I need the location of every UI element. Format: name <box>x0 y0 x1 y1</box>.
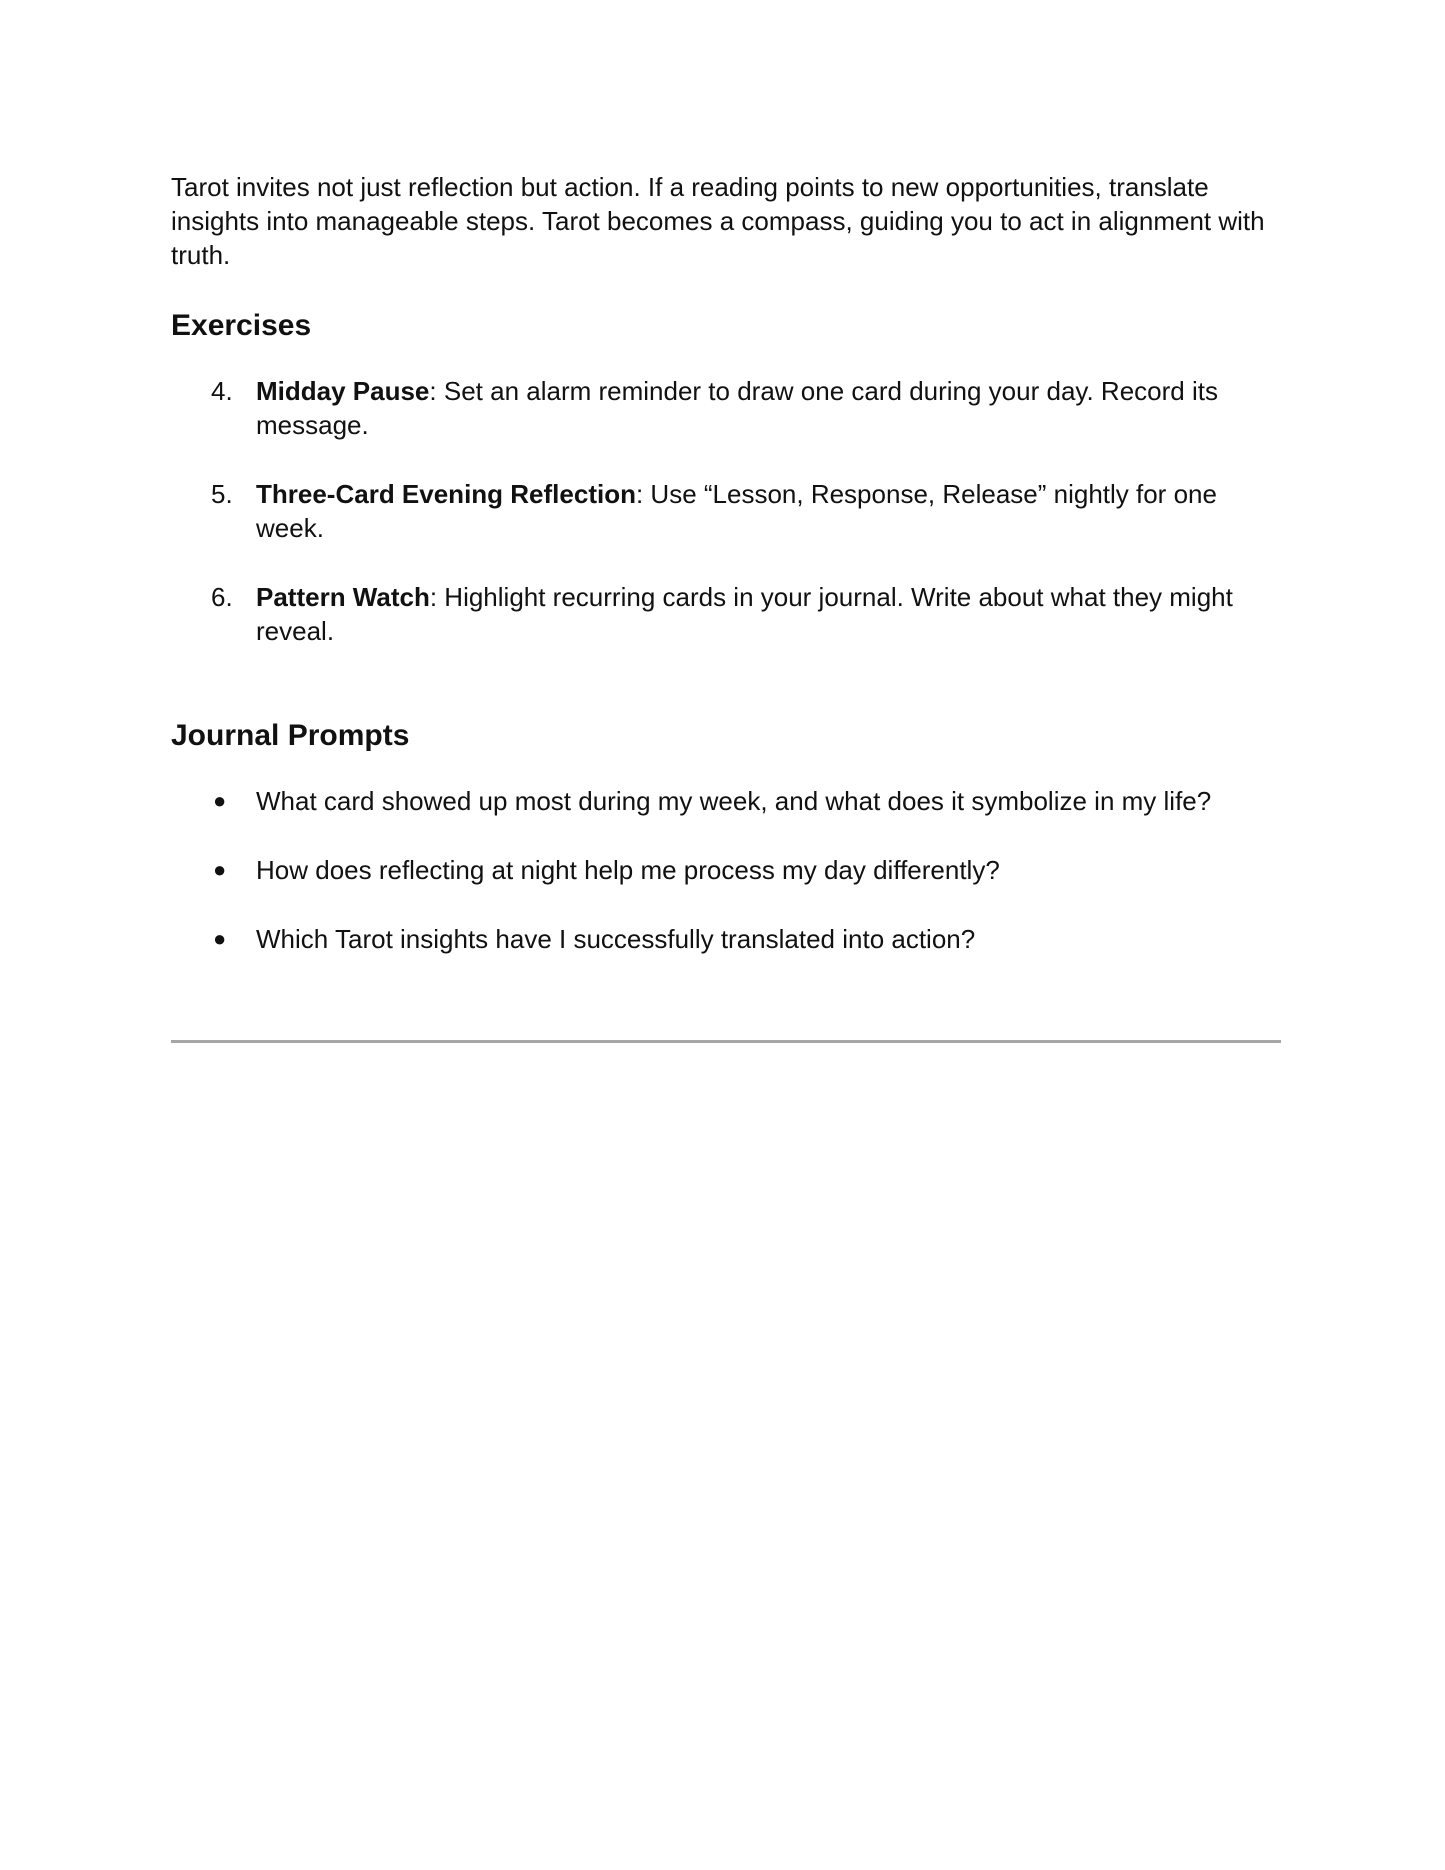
journal-prompt-text: Which Tarot insights have I successfully translated into action? <box>256 924 976 954</box>
exercise-title: Midday Pause <box>256 376 430 406</box>
journal-prompt-item <box>171 922 1281 956</box>
journal-prompts-list <box>171 784 1281 956</box>
exercise-item-midday-pause <box>171 374 1281 442</box>
exercise-title: Pattern Watch <box>256 582 430 612</box>
bullet-icon: ● <box>213 926 227 951</box>
journal-prompts-heading: Journal Prompts <box>171 719 410 752</box>
page-content <box>171 170 1281 956</box>
exercises-list <box>171 374 1281 648</box>
exercise-text: : Set an alarm reminder to draw one card during your day. Record its message. <box>256 376 1218 440</box>
bullet-icon: ● <box>213 857 227 882</box>
exercise-number: 6. <box>211 582 233 612</box>
exercise-text: : Highlight recurring cards in your journal. Write about what they might reveal. <box>256 582 1233 646</box>
exercise-title: Three-Card Evening Reflection <box>256 479 636 509</box>
bullet-icon: ● <box>213 788 227 813</box>
horizontal-divider <box>171 1040 1281 1043</box>
journal-prompt-text: How does reflecting at night help me process my day differently? <box>256 855 1000 885</box>
journal-prompt-text: What card showed up most during my week, and what does it symbolize in my life? <box>256 786 1212 816</box>
intro-paragraph: Tarot invites not just reflection but action. If a reading points to new opportunities, translate insights into manageable steps. Tarot becomes a compass, guiding you to act in alignment with truth. <box>171 172 1265 270</box>
exercises-heading: Exercises <box>171 309 312 342</box>
journal-prompt-item <box>171 784 1281 818</box>
exercise-item-evening-reflection <box>171 477 1281 545</box>
exercise-number: 5. <box>211 479 233 509</box>
exercise-number: 4. <box>211 376 233 406</box>
exercise-text: : Use “Lesson, Response, Release” nightly for one week. <box>256 479 1217 543</box>
journal-prompt-item <box>171 853 1281 887</box>
exercise-item-pattern-watch <box>171 580 1281 648</box>
